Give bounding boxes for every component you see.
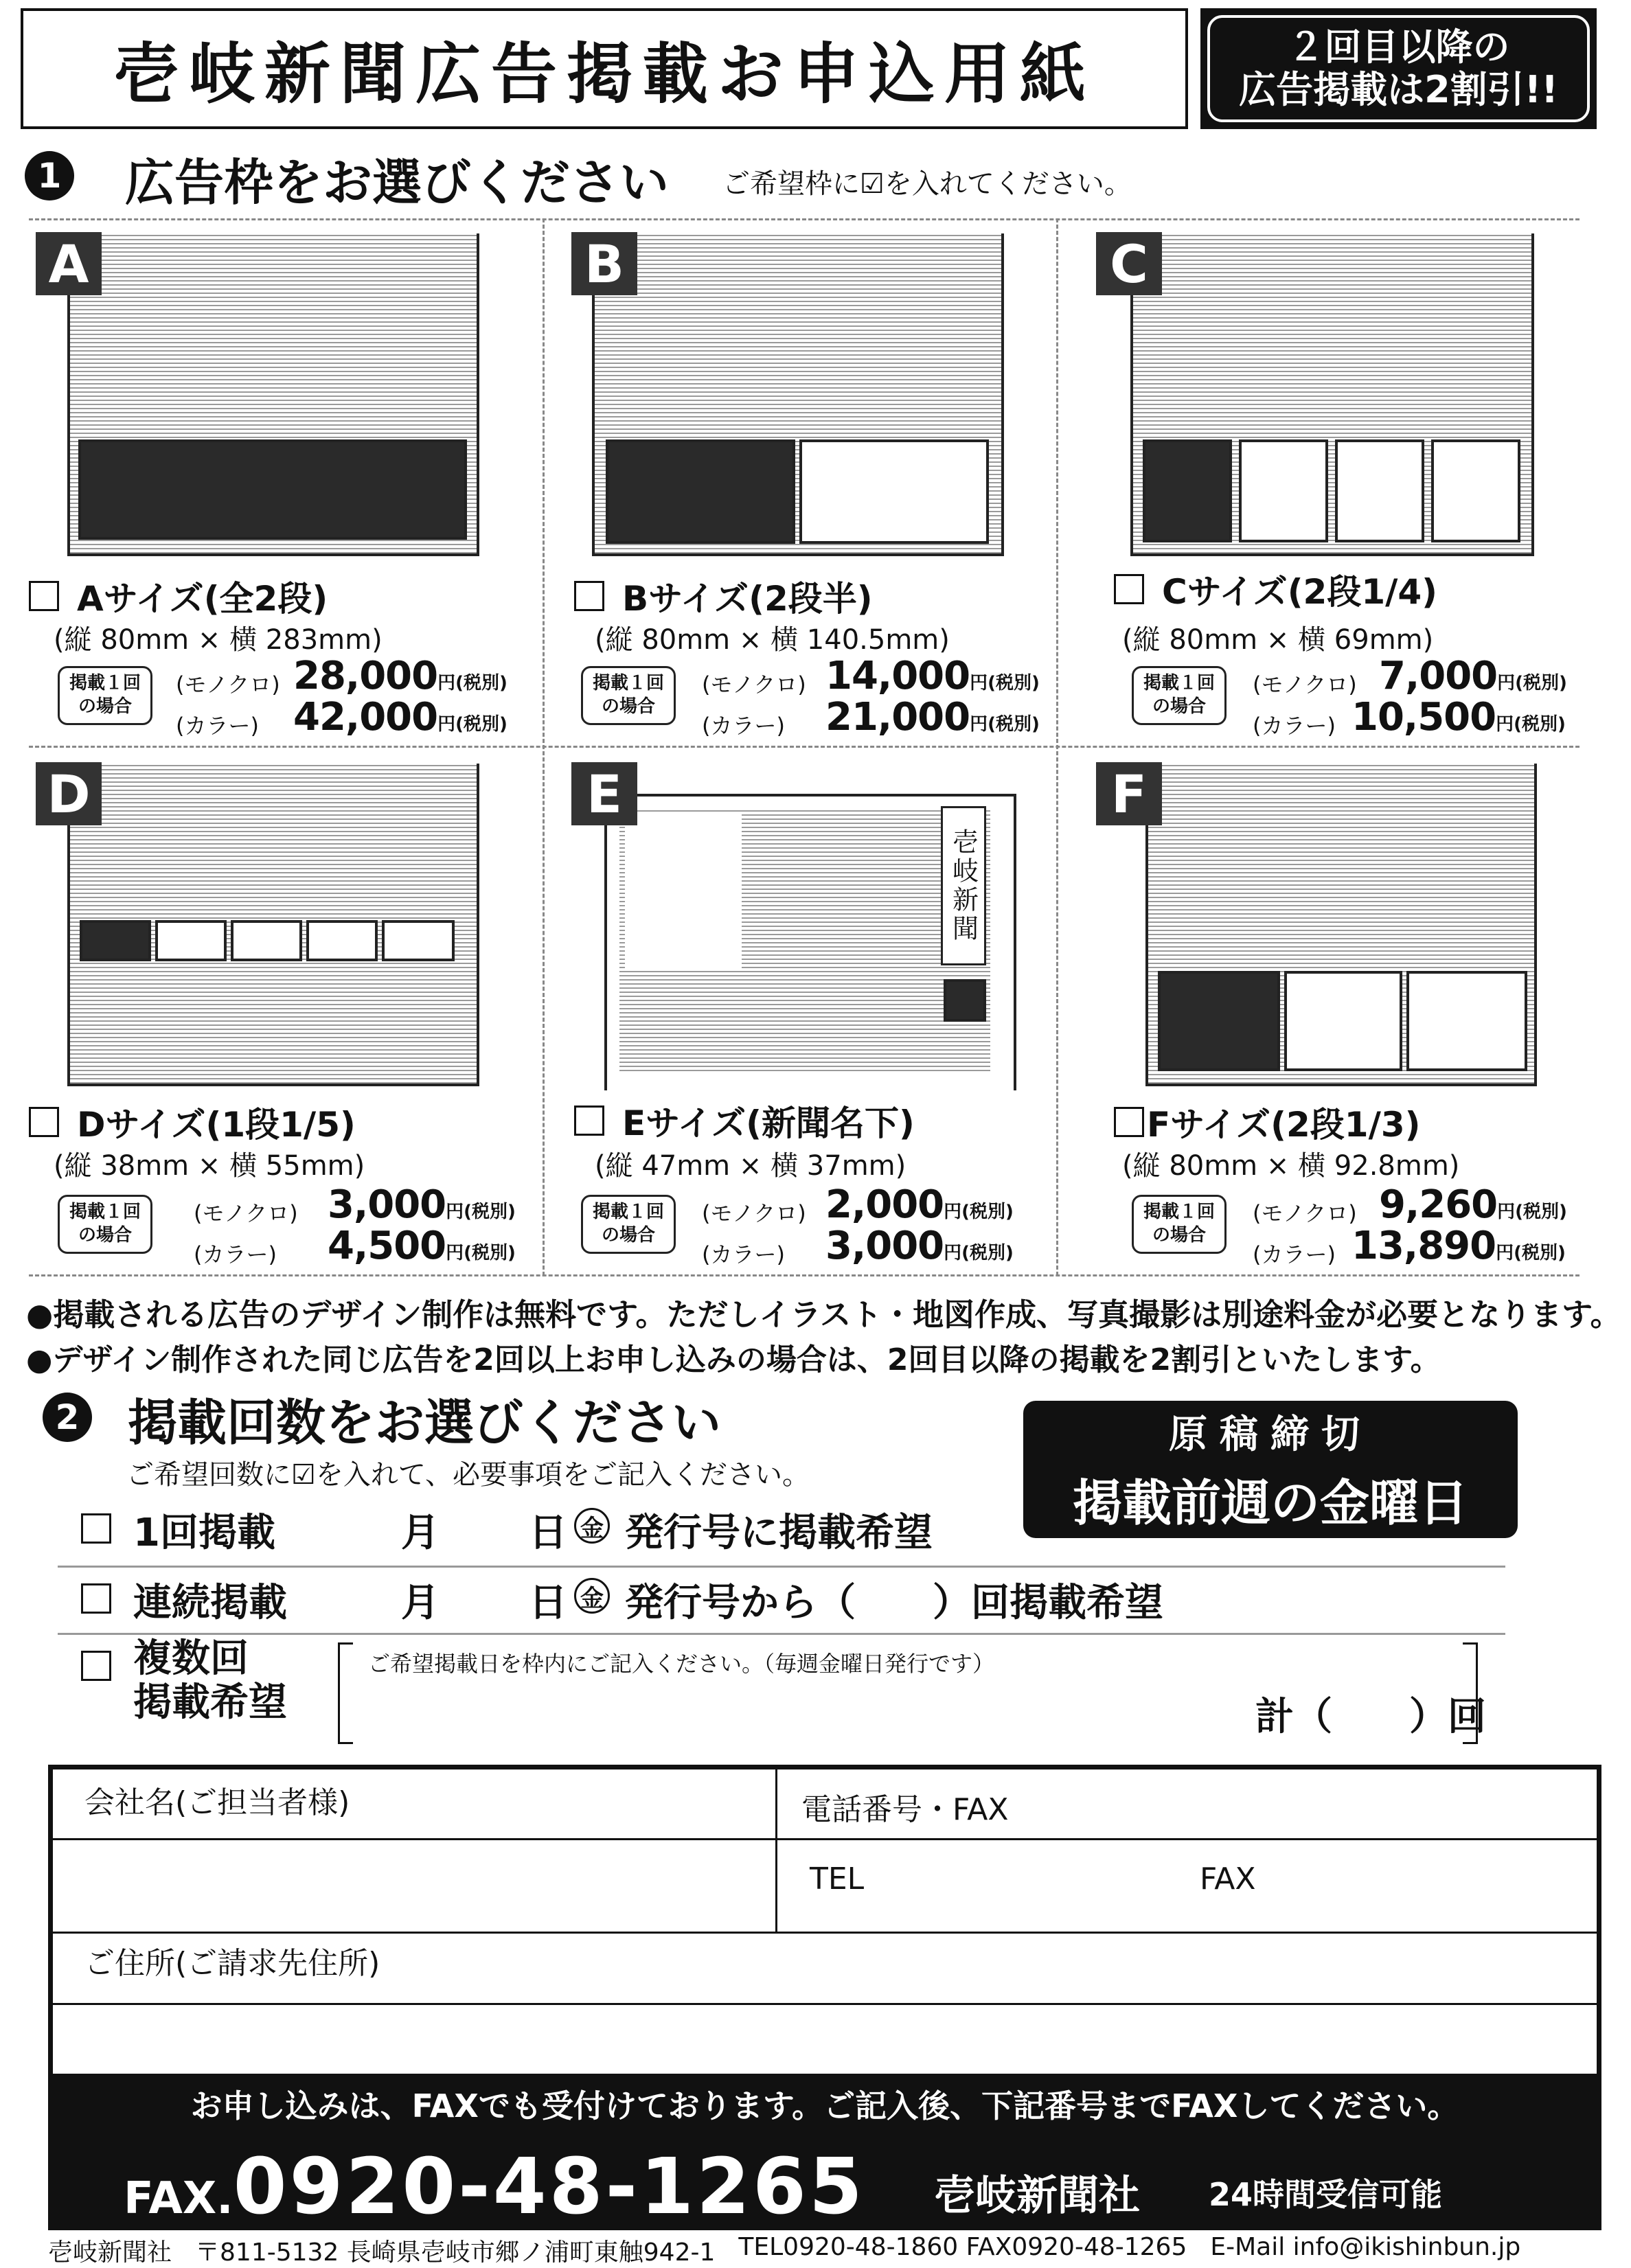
size-b-name: Bサイズ(2段半) xyxy=(622,579,873,619)
size-f-name: Fサイズ(2段1/3) xyxy=(1147,1105,1421,1145)
step-2-badge: 2 xyxy=(43,1393,92,1442)
size-c-color-price: 10,500 xyxy=(1351,695,1496,740)
section-2-instruction: ご希望回数に☑を入れて、必要事項をご記入ください。 xyxy=(126,1459,810,1491)
size-e-name: Eサイズ(新聞名下) xyxy=(622,1103,915,1143)
ad-space-outline xyxy=(382,920,455,961)
size-option-f[interactable] xyxy=(1071,748,1579,1274)
color-label: (カラー) xyxy=(702,1241,785,1268)
day-label: 日 xyxy=(529,1511,567,1555)
size-f-checkbox[interactable] xyxy=(1114,1107,1144,1137)
tax-label: 円(税別) xyxy=(437,714,507,735)
tax-label: 円(税別) xyxy=(1497,673,1567,694)
ad-space-outline xyxy=(231,920,302,961)
size-b-mono-price: 14,000 xyxy=(825,654,970,698)
newspaper-front-mockup xyxy=(604,794,1016,1090)
ad-space-outline xyxy=(1284,971,1402,1071)
size-c-name: Cサイズ(2段1/4) xyxy=(1162,572,1438,612)
fax-company-name: 壱岐新聞社 xyxy=(934,2172,1140,2220)
newspaper-mockup xyxy=(1130,233,1534,556)
tax-label: 円(税別) xyxy=(1496,1243,1566,1263)
deadline-box xyxy=(1023,1401,1518,1538)
size-c-checkbox[interactable] xyxy=(1114,574,1144,604)
ad-space-highlight xyxy=(1143,439,1232,542)
tax-label: 円(税別) xyxy=(1497,1202,1567,1222)
ad-space-highlight xyxy=(78,439,467,540)
mono-label: (モノクロ) xyxy=(194,1200,298,1226)
phone-fax-label: 電話番号・FAX xyxy=(801,1792,1009,1827)
ad-space-highlight xyxy=(944,979,986,1022)
size-d-dims: (縦 38mm × 横 55mm) xyxy=(54,1150,365,1182)
color-label: (カラー) xyxy=(194,1241,277,1268)
color-label: (カラー) xyxy=(1253,1241,1336,1268)
size-f-color-price: 13,890 xyxy=(1351,1224,1496,1268)
multiple-dates-input[interactable] xyxy=(338,1642,1486,1744)
size-a-dims: (縦 80mm × 横 283mm) xyxy=(54,624,383,656)
size-letter-e: E xyxy=(571,762,637,825)
color-label: (カラー) xyxy=(1253,713,1336,739)
deadline-value: 掲載前週の金曜日 xyxy=(1072,1474,1468,1532)
grid-divider xyxy=(29,746,1579,748)
month-label: 月 xyxy=(401,1511,440,1555)
tax-label: 円(税別) xyxy=(944,1243,1014,1263)
size-c-mono-price: 7,000 xyxy=(1379,654,1498,698)
promo-line-2: 広告掲載は2割引!! xyxy=(1239,68,1558,111)
option-once-checkbox[interactable] xyxy=(81,1513,111,1546)
tax-label: 円(税別) xyxy=(446,1243,516,1263)
friday-marker-icon: 金 xyxy=(574,1508,610,1544)
fax-number[interactable]: 0920-48-1265 xyxy=(233,2142,865,2232)
tax-label: 円(税別) xyxy=(437,673,507,694)
once-badge: 掲載１回 の場合 xyxy=(581,666,676,725)
once-badge: 掲載１回 の場合 xyxy=(581,1195,676,1254)
fax-number-bar xyxy=(48,2134,1601,2230)
ad-space-highlight xyxy=(80,920,151,961)
tel-label: TEL xyxy=(810,1862,865,1897)
row-divider xyxy=(58,1633,1505,1635)
fax-notice-bar xyxy=(48,2074,1601,2134)
size-d-name: Dサイズ(1段1/5) xyxy=(77,1105,356,1145)
option-once-label: 1回掲載 xyxy=(133,1511,275,1555)
day-label: 日 xyxy=(529,1581,567,1625)
newspaper-mockup xyxy=(67,233,479,556)
size-letter-f: F xyxy=(1096,762,1162,825)
once-badge: 掲載１回 の場合 xyxy=(58,666,152,725)
company-label: 会社名(ご担当者様) xyxy=(84,1785,350,1820)
newspaper-mockup xyxy=(67,764,479,1086)
color-label: (カラー) xyxy=(176,713,259,739)
ad-space-highlight xyxy=(606,439,795,544)
ad-space-outline xyxy=(1406,971,1527,1071)
mono-label: (モノクロ) xyxy=(176,672,280,698)
tax-label: 円(税別) xyxy=(970,714,1040,735)
fax-label: FAX xyxy=(1200,1862,1256,1897)
size-option-a[interactable] xyxy=(29,220,544,746)
size-e-checkbox[interactable] xyxy=(574,1106,604,1136)
tax-label: 円(税別) xyxy=(1496,714,1566,735)
ad-space-outline xyxy=(1431,439,1520,542)
size-c-dims: (縦 80mm × 横 69mm) xyxy=(1122,624,1434,656)
size-letter-c: C xyxy=(1096,232,1162,295)
size-option-d[interactable] xyxy=(29,748,544,1274)
footer-company: 壱岐新聞社 xyxy=(48,2238,172,2267)
size-option-b[interactable] xyxy=(556,220,1058,746)
size-option-e[interactable] xyxy=(556,748,1058,1274)
deadline-label: 原稿締切 xyxy=(1169,1412,1372,1457)
form-title: 壱岐新聞広告掲載お申込用紙 xyxy=(21,8,1188,129)
row-divider xyxy=(58,1566,1505,1568)
size-d-checkbox[interactable] xyxy=(29,1107,59,1137)
ad-space-outline xyxy=(799,439,989,544)
photo-area xyxy=(625,813,742,971)
size-e-dims: (縦 47mm × 横 37mm) xyxy=(595,1150,906,1182)
note-discount: ●デザイン制作された同じ広告を2回以上お申し込みの場合は、2回目以降の掲載を2割引といたします。 xyxy=(26,1342,1441,1377)
size-letter-b: B xyxy=(571,232,637,295)
size-d-color-price: 4,500 xyxy=(328,1224,446,1268)
section-1-heading: 広告枠をお選びください xyxy=(125,154,670,211)
section-2-heading: 掲載回数をお選びください xyxy=(128,1394,722,1452)
once-badge: 掲載１回 の場合 xyxy=(1132,666,1227,725)
size-a-mono-price: 28,000 xyxy=(293,654,438,698)
size-letter-a: A xyxy=(36,232,102,295)
footer-address: 〒811-5132 長崎県壱岐市郷ノ浦町東触942-1 xyxy=(195,2238,716,2267)
size-f-dims: (縦 80mm × 横 92.8mm) xyxy=(1122,1150,1460,1182)
size-b-dims: (縦 80mm × 横 140.5mm) xyxy=(595,624,950,656)
note-design-free: ●掲載される広告のデザイン制作は無料です。ただしイラスト・地図作成、写真撮影は別途料金が必要となります。 xyxy=(26,1296,1621,1333)
masthead-box xyxy=(941,806,986,965)
option-multiple-checkbox[interactable] xyxy=(81,1651,111,1684)
size-a-name: Aサイズ(全2段) xyxy=(77,579,328,619)
company-input[interactable] xyxy=(53,1841,774,1930)
option-consecutive-label: 連続掲載 xyxy=(133,1581,287,1625)
tax-label: 円(税別) xyxy=(944,1202,1014,1222)
multiple-dates-hint: ご希望掲載日を枠内にご記入ください。（毎週金曜日発行です） xyxy=(368,1651,995,1677)
promo-line-1: ２回目以降の xyxy=(1287,25,1510,69)
once-badge: 掲載１回 の場合 xyxy=(58,1195,152,1254)
mono-label: (モノクロ) xyxy=(1253,1200,1357,1226)
masthead-title: 壱岐新聞 xyxy=(948,828,979,943)
size-f-mono-price: 9,260 xyxy=(1379,1182,1498,1227)
size-a-color-price: 42,000 xyxy=(293,695,438,740)
mono-label: (モノクロ) xyxy=(702,672,806,698)
color-label: (カラー) xyxy=(702,713,785,739)
newspaper-mockup xyxy=(592,233,1004,556)
ad-space-outline xyxy=(1239,439,1328,542)
size-b-checkbox[interactable] xyxy=(574,581,604,611)
ad-space-outline xyxy=(1335,439,1424,542)
size-d-mono-price: 3,000 xyxy=(328,1182,446,1227)
section-1-instruction: ご希望枠に☑を入れてください。 xyxy=(722,168,1132,200)
option-once-tail: 発行号に掲載希望 xyxy=(625,1511,933,1555)
footer-phones: TEL0920-48-1860 FAX0920-48-1265 xyxy=(738,2233,1187,2261)
footer-email[interactable]: E-Mail info@ikishinbun.jp xyxy=(1210,2233,1521,2261)
option-multiple-label: 複数回 掲載希望 xyxy=(133,1636,287,1726)
ad-space-highlight xyxy=(1158,971,1280,1071)
address-input[interactable] xyxy=(53,2006,1597,2074)
once-badge: 掲載１回 の場合 xyxy=(1132,1195,1227,1254)
option-consecutive-tail: 発行号から（ ）回掲載希望 xyxy=(625,1581,1163,1625)
tax-label: 円(税別) xyxy=(446,1202,516,1222)
fax-notice: お申し込みは、FAXでも受付けております。ご記入後、下記番号までFAXしてください。 xyxy=(190,2087,1459,2124)
ad-space-outline xyxy=(306,920,378,961)
friday-marker-icon: 金 xyxy=(574,1578,610,1614)
size-letter-d: D xyxy=(36,762,102,825)
size-option-c[interactable] xyxy=(1071,220,1579,746)
mono-label: (モノクロ) xyxy=(702,1200,806,1226)
total-count-field[interactable]: 計（ ）回 xyxy=(1255,1695,1486,1739)
size-a-checkbox[interactable] xyxy=(29,581,59,611)
option-consecutive-checkbox[interactable] xyxy=(81,1583,111,1616)
fax-hours: 24時間受信可能 xyxy=(1209,2176,1443,2213)
size-b-color-price: 21,000 xyxy=(825,695,970,740)
phone-fax-input[interactable] xyxy=(778,1841,1595,1930)
ad-space-outline xyxy=(155,920,227,961)
discount-promo-badge xyxy=(1200,8,1597,129)
size-e-color-price: 3,000 xyxy=(825,1224,944,1268)
applicant-form xyxy=(48,1765,1601,2081)
footer xyxy=(48,2233,1520,2268)
size-e-mono-price: 2,000 xyxy=(825,1182,944,1227)
month-label: 月 xyxy=(401,1581,440,1625)
step-1-badge: 1 xyxy=(25,151,74,201)
mono-label: (モノクロ) xyxy=(1253,672,1357,698)
fax-prefix: FAX. xyxy=(124,2173,233,2224)
grid-divider xyxy=(29,1274,1579,1276)
address-label: ご住所(ご請求先住所) xyxy=(84,1946,380,1981)
tax-label: 円(税別) xyxy=(970,673,1040,694)
newspaper-mockup xyxy=(1145,764,1537,1086)
